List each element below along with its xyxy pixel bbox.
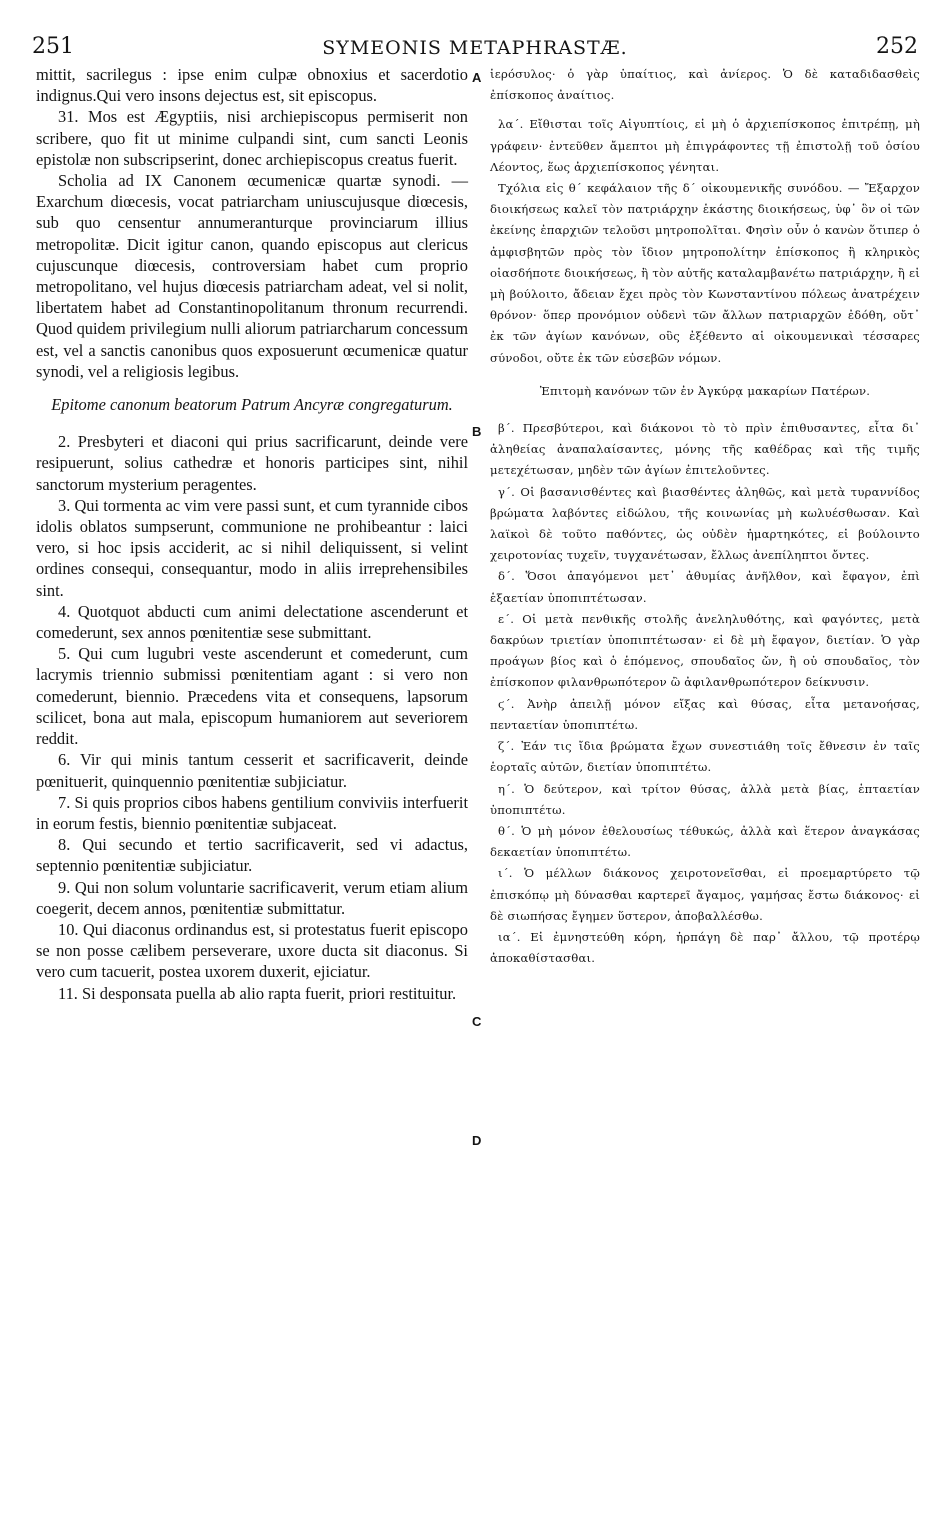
page-number-right: 252 <box>876 34 918 59</box>
latin-canon: 6. Vir qui minis tantum cesserit et sacrificaverit, deinde pœnituerit, quinquennio pœnitentiæ subjiciatur. <box>36 750 468 791</box>
latin-canon: 10. Qui diaconus ordinandus est, si protestatus fuerit episcopo se non posse cælibem perseverare, uxore ducta sit diaconus. Si vero cum tacuerit, postea uxorem duxerit, ejiciatur. <box>36 919 468 982</box>
latin-canon: 2. Presbyteri et diaconi qui prius sacrificarunt, deinde vere resipuerunt, solius cathedræ et honoris participes sint, nihil sanctorum mysterium peragentes. <box>36 432 468 494</box>
margin-letter-c: C <box>472 1014 482 1029</box>
margin-letter-a: A <box>472 70 482 85</box>
running-head <box>32 34 918 60</box>
greek-canon: γ΄. Οἱ βασανισθέντες καὶ βιασθέντες ἀληθῶς, καὶ μετὰ τυραννίδος βρώματα λαβόντες εἰδώλου, τῆς κοινωνίας μὴ κωλυέσθωσαν. Καὶ λαϊκοὶ δὲ τοῦτο παθόντες, ὡς οὐδὲν ἡμαρτηκότες, εἰ βούλοιντο χειροτονίας τυχεῖν, τυγχανέτωσαν, ἔλλως ἀνεπίληπτοι ὄντες. <box>490 484 920 563</box>
greek-paragraph: λα΄. Εἴθισται τοῖς Αἰγυπτίοις, εἰ μὴ ὁ ἀρχιεπίσκοπος ἐπιτρέπῃ, μὴ γράφειν· ἐντεῦθεν ἄμεπτοι μὴ ἐπιγράφοντες τῇ ἐπιστολῇ τοῦ ὁσίου Λέοντος, ἕως ἀρχιεπίσκοπος γένηται. <box>490 117 920 174</box>
greek-canon: ε΄. Οἱ μετὰ πενθικῆς στολῆς ἀνεληλυθότης, καὶ φαγόντες, μετὰ δακρύων τριετίαν ὑποπιπτέτωσαν· εἰ δὲ μὴ ἔφαγον, διετίαν. Ὁ γὰρ προάγων βίος καὶ ὁ ἑπόμενος, σπουδαῖος ὤν, ἢ οὐ σπουδαῖος, τὸν ἐπίσκοπον φιλανθρωπότερον ὢ ἀφιλανθρωπότερον δείκνυσιν. <box>490 611 920 690</box>
greek-canon: ι΄. Ὁ μέλλων διάκονος χειροτονεῖσθαι, εἰ προεμαρτύρετο τῷ ἐπισκόπῳ μὴ δύνασθαι καρτερεῖ ἄγαμος, γαμήσας ἔστω διάκονος· εἰ δὲ σιωπήσας ἔγημεν ὕστερον, ἀποβαλλέσθω. <box>490 866 920 923</box>
greek-canon: ϛ΄. Ἀνὴρ ἀπειλῇ μόνον εἴξας καὶ θύσας, εἶτα μετανοήσας, πενταετίαν ὑποπιπτέτω. <box>490 696 920 732</box>
greek-scholia: Τχόλια εἰς θ΄ κεφάλαιον τῆς δ΄ οἰκουμενικῆς συνόδου. — Ἔξαρχον διοικήσεως καλεῖ τὸν πατριάρχην ἑκάστης διοικήσεως, ὑφ᾿ ὃν οἱ τῶν ἐκείνης ἐπαρχιῶν τελοῦσι μητροπολῖται. Φησὶν οὖν ὁ κανὼν ὅτιπερ ὁ ἀμφισβητῶν πρὸς τὸν ἴδιον μητροπολίτην ἐπίσκοπος ἢ κληρικὸς οἱασδήποτε διοικήσεως, ἢ τὸν αὐτῆς καταλαμβανέτω πατριάρχην, ἢ εἰ μὴ βούλοιτο, ἄδειαν ἔχει πρὸς τὸν Κωνσταντίνου πόλεως ἀνατρέχειν θρόνον· ὅπερ προνόμιον οὐδενὶ τῶν ἄλλων πατριαρχῶν ἐδόθη, οὔτ᾿ ἐκ τῶν ἁγίων κανόνων, οὓς ἐξέθεντο αἱ οἰκουμενικαὶ τέσσαρες σύνοδοι, οὔτε ἐκ τῶν εὐσεβῶν νόμων. <box>490 181 920 365</box>
margin-letter-b: B <box>472 424 482 439</box>
greek-column <box>490 64 920 969</box>
latin-canon: 8. Qui secundo et tertio sacrificaverit, sed vi adactus, septennio pœnitentiæ subjiciatur. <box>36 835 468 876</box>
latin-canon: 9. Qui non solum voluntarie sacrificaverit, verum etiam alium coegerit, decem annos, pœnitentiæ submittatur. <box>36 877 468 918</box>
latin-canon: 5. Qui cum lugubri veste ascenderunt et comederunt, cum lacrymis triennio submissi pœnitentiam agant : si vero non comederunt, biennio. Præcedens vita et consequens, lapsorum scilicet, bona aut mala, episcopum humaniorem aut severiorem reddit. <box>36 644 468 749</box>
greek-canon: θ΄. Ὁ μὴ μόνον ἐθελουσίως τέθυκώς, ἀλλὰ καὶ ἕτερον ἀναγκάσας δεκαετίαν ὑποπιπτέτω. <box>490 823 920 860</box>
latin-paragraph: 31. Mos est Ægyptiis, nisi archiepiscopus permiserit non scribere, quo fit ut minime culpandi sint, cum sancti Leonis epistolæ non subscripserint, donec archiepiscopus creatus fuerit. <box>36 107 468 169</box>
greek-canon: δ΄. Ὅσοι ἀπαγόμενοι μετ᾿ ἀθυμίας ἀνῆλθον, καὶ ἔφαγον, ἐπὶ ἑξαετίαν ὑποπιπτέτωσαν. <box>490 569 920 605</box>
page-number-left: 251 <box>32 34 74 59</box>
latin-paragraph: mittit, sacrilegus : ipse enim culpæ obnoxius et sacerdotio indignus.Qui vero insons dejectus est, sit episcopus. <box>36 65 468 106</box>
greek-section-heading: Ἐπιτομὴ κανόνων τῶν ἐν Ἀγκύρᾳ μακαρίων Πατέρων. <box>539 383 871 398</box>
greek-canon: ζ΄. Ἐάν τις ἴδια βρώματα ἔχων συνεστιάθη τοῖς ἔθνεσιν ἐν ταῖς ἑορταῖς αὐτῶν, διετίαν ὑποπιπτέτω. <box>490 739 920 775</box>
latin-section-heading: Epitome canonum beatorum Patrum Ancyræ congregaturum. <box>51 395 453 415</box>
greek-paragraph: ἱερόσυλος· ὁ γὰρ ὑπαίτιος, καὶ ἀνίερος. Ὁ δὲ καταδιδασθεὶς ἐπίσκοπος ἀναίτιος. <box>490 67 920 103</box>
greek-canon: β΄. Πρεσβύτεροι, καὶ διάκονοι τὸ τὸ πρὶν ἐπιθυσαντες, εἶτα δι᾿ ἀληθείας ἀναπαλαίσαντες, μόνης τῆς καθέδρας καὶ τῆς τιμῆς μετεχέτωσαν, μηδὲν τῶν ἁγίων ἐπιτελοῦντες. <box>490 421 920 478</box>
latin-canon: 7. Si quis proprios cibos habens gentilium conviviis interfuerit in eorum festis, biennio pœnitentiæ subjaceat. <box>36 792 468 833</box>
latin-column <box>36 64 468 1004</box>
greek-canon: η΄. Ὁ δεύτερον, καὶ τρίτον θύσας, ἀλλὰ μετὰ βίας, ἑπταετίαν ὑποπιπτέτω. <box>490 781 920 817</box>
latin-canon: 3. Qui tormenta ac vim vere passi sunt, et cum tyrannide cibos idolis oblatos sumpserunt, communione ne prohibeantur : laici vero, si hoc ipsis acciderit, ac si nihil deliquissent, si velint ordines consequi, consequantur, modo in aliis irreprehensibiles sint. <box>36 495 468 600</box>
latin-scholia: Scholia ad IX Canonem œcumenicæ quartæ synodi. — Exarchum diœcesis, vocat patriarcham uniuscujusque diœcesis, sub quo censentur annumeranturque provinciarum illius metropolitæ. Dicit igitur canon, quando episcopus aut clericus cujuscunque diœcesis, controversiam habet cum proprio metropolitano, vel hujus diœcesis patriarcham adeat, vel si nolit, libertatem habet ad Constantinopolitanum thronum recurrendi. Quod quidem privilegium nulli aliorum patriarcharum concessum est, vel a sanctis canonibus quos exposuerunt œcumenicæ quatur synodi, vel a religiosis legibus. <box>36 171 468 381</box>
margin-letter-d: D <box>472 1133 482 1148</box>
latin-canon: 11. Si desponsata puella ab alio rapta fuerit, priori restituitur. <box>58 983 457 1003</box>
greek-canon: ια΄. Εἰ ἐμνηστεύθη κόρη, ἡρπάγη δὲ παρ᾿ ἄλλου, τῷ προτέρῳ ἀποκαθίστασθαι. <box>490 929 920 966</box>
running-title: SYMEONIS METAPHRASTÆ. <box>322 37 628 59</box>
latin-canon: 4. Quotquot abducti cum animi delectatione ascenderunt et comederunt, sex annos pœnitentiæ sese submittant. <box>36 601 468 643</box>
